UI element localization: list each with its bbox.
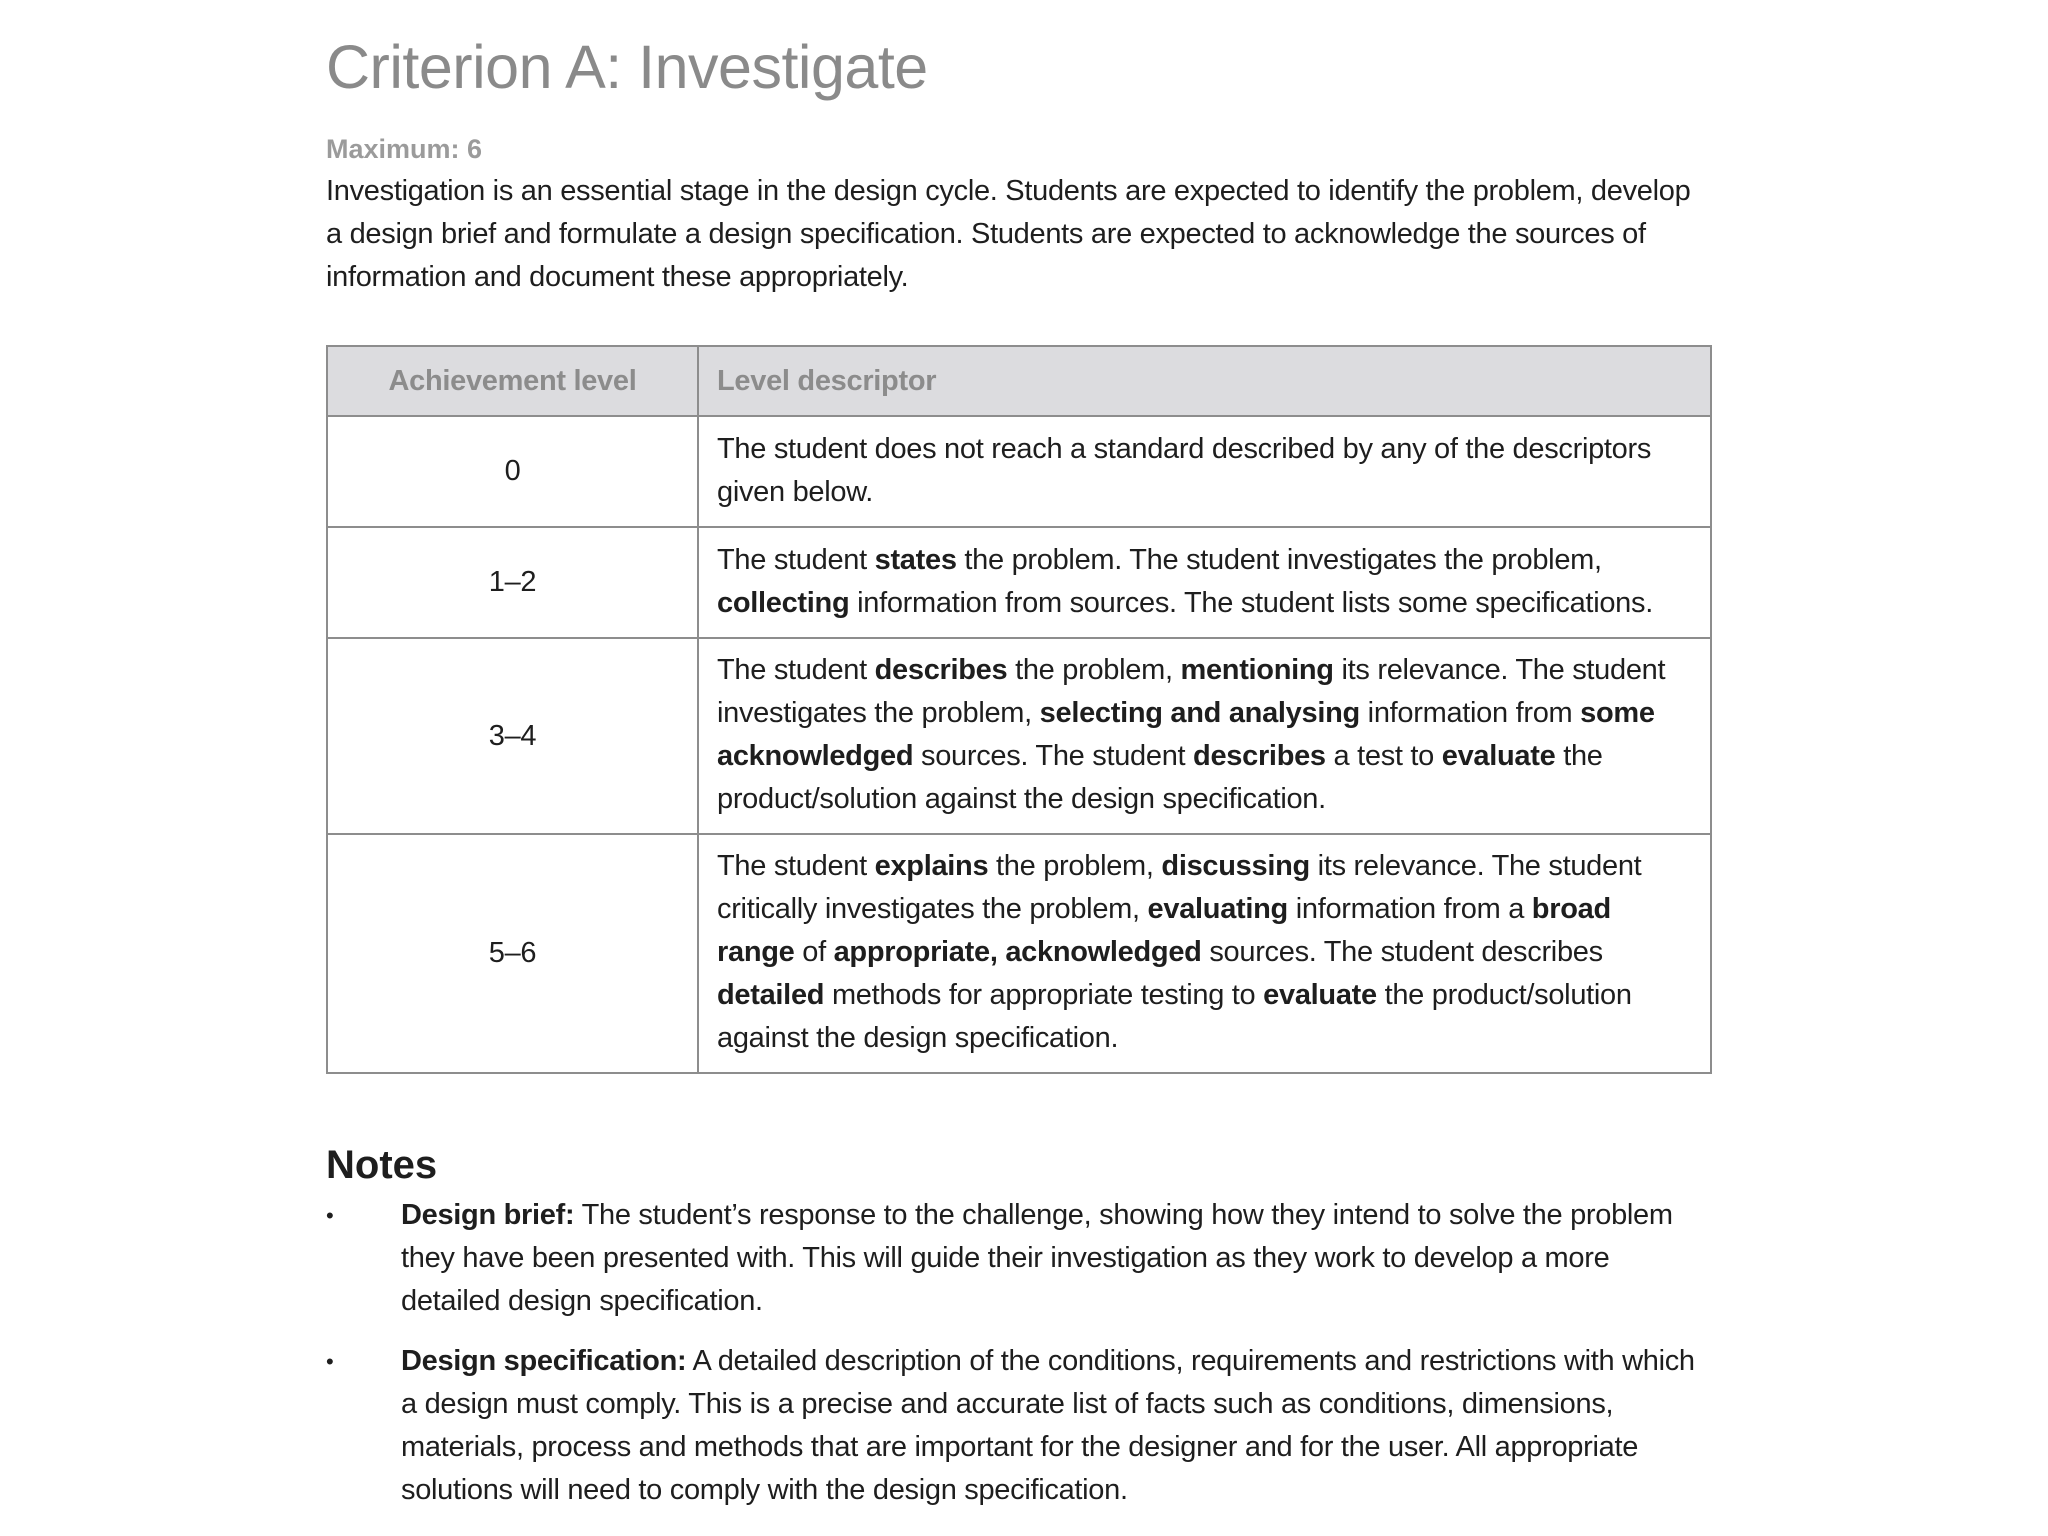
rubric-header-row <box>327 346 1711 416</box>
descriptor-text: The student <box>717 850 875 882</box>
table-row <box>327 527 1711 638</box>
descriptor-text: The student <box>717 654 875 686</box>
descriptor-text: the product/solution against the design specification. <box>717 979 1632 1054</box>
bullet-icon: • <box>326 1349 334 1374</box>
descriptor-cell <box>698 416 1711 527</box>
bullet-icon: • <box>326 1203 334 1228</box>
descriptor-text: its relevance. The student critically investigates the problem, <box>717 850 1642 925</box>
descriptor-text: information from <box>1359 697 1581 729</box>
list-item <box>326 1340 1711 1512</box>
level-cell: 3–4 <box>327 638 698 834</box>
descriptor-text: sources. The student <box>913 740 1194 772</box>
table-row <box>327 416 1711 527</box>
descriptor-keyword: evaluate <box>1263 979 1377 1011</box>
note-term: Design specification: <box>401 1345 687 1377</box>
descriptor-text: of <box>794 936 834 968</box>
list-item <box>326 1194 1711 1323</box>
descriptor-cell <box>698 638 1711 834</box>
descriptor-keyword: collecting <box>717 586 850 619</box>
descriptor-cell <box>698 834 1711 1073</box>
descriptor-text: information from sources. The student lists some specifications. <box>849 586 1653 619</box>
level-cell: 1–2 <box>327 527 698 638</box>
descriptor-keyword: states <box>874 543 957 576</box>
header-achievement-level: Achievement level <box>327 346 698 416</box>
rubric-table <box>326 345 1712 1074</box>
descriptor-keyword: evaluate <box>1441 740 1556 772</box>
descriptor-text: sources. The student describes <box>1201 936 1603 968</box>
level-cell: 5–6 <box>327 834 698 1073</box>
descriptor-keyword: mentioning <box>1180 654 1334 686</box>
intro-paragraph: Investigation is an essential stage in the design cycle. Students are expected to identify the problem, develop a design brief and formulate a design specification. Students are expected to acknowledge the sources of information and document these appropriately. <box>326 175 1691 293</box>
notes-heading: Notes <box>326 1143 438 1187</box>
descriptor-text: the problem, <box>988 850 1162 882</box>
descriptor-keyword: some acknowledged <box>717 697 1655 772</box>
descriptor-keyword: selecting and analysing <box>1039 697 1360 729</box>
note-term: Design brief: <box>401 1199 575 1231</box>
descriptor-keyword: evaluating <box>1147 893 1288 925</box>
descriptor-text: the problem, <box>1007 654 1181 686</box>
descriptor-keyword: appropriate, acknowledged <box>833 936 1202 968</box>
descriptor-keyword: describes <box>874 654 1008 686</box>
header-level-descriptor: Level descriptor <box>698 346 1711 416</box>
descriptor-text: The student does not reach a standard described by any of the descriptors given below. <box>717 432 1652 508</box>
maximum-score: Maximum: 6 <box>326 134 483 164</box>
page-title: Criterion A: Investigate <box>326 33 928 101</box>
notes-list <box>326 1194 1711 1512</box>
descriptor-keyword: detailed <box>717 979 825 1011</box>
descriptor-text: information from a <box>1287 893 1532 925</box>
descriptor-text: the problem. The student investigates the problem, <box>956 543 1602 576</box>
descriptor-keyword: discussing <box>1161 850 1310 882</box>
descriptor-text: a test to <box>1325 740 1442 772</box>
descriptor-text: the product/solution against the design specification. <box>717 740 1603 815</box>
descriptor-keyword: broad range <box>717 893 1611 968</box>
descriptor-text: its relevance. The student investigates the problem, <box>717 654 1666 729</box>
descriptor-keyword: describes <box>1193 740 1326 772</box>
document-page <box>326 28 1711 1529</box>
note-text: A detailed description of the conditions, requirements and restrictions with which a design must comply. This is a precise and accurate list of facts such as conditions, dimensions, materials, process and methods that are important for the designer and for the user. All appropriate solutions will need to comply with the design specification. <box>401 1345 1695 1506</box>
descriptor-text: The student <box>717 543 875 576</box>
descriptor-text: methods for appropriate testing to <box>824 979 1264 1011</box>
table-row <box>327 638 1711 834</box>
descriptor-cell <box>698 527 1711 638</box>
descriptor-keyword: explains <box>874 850 989 882</box>
level-cell: 0 <box>327 416 698 527</box>
table-row <box>327 834 1711 1073</box>
note-text: The student’s response to the challenge, showing how they intend to solve the problem they have been presented with. This will guide their investigation as they work to develop a more detailed design specification. <box>401 1199 1673 1317</box>
